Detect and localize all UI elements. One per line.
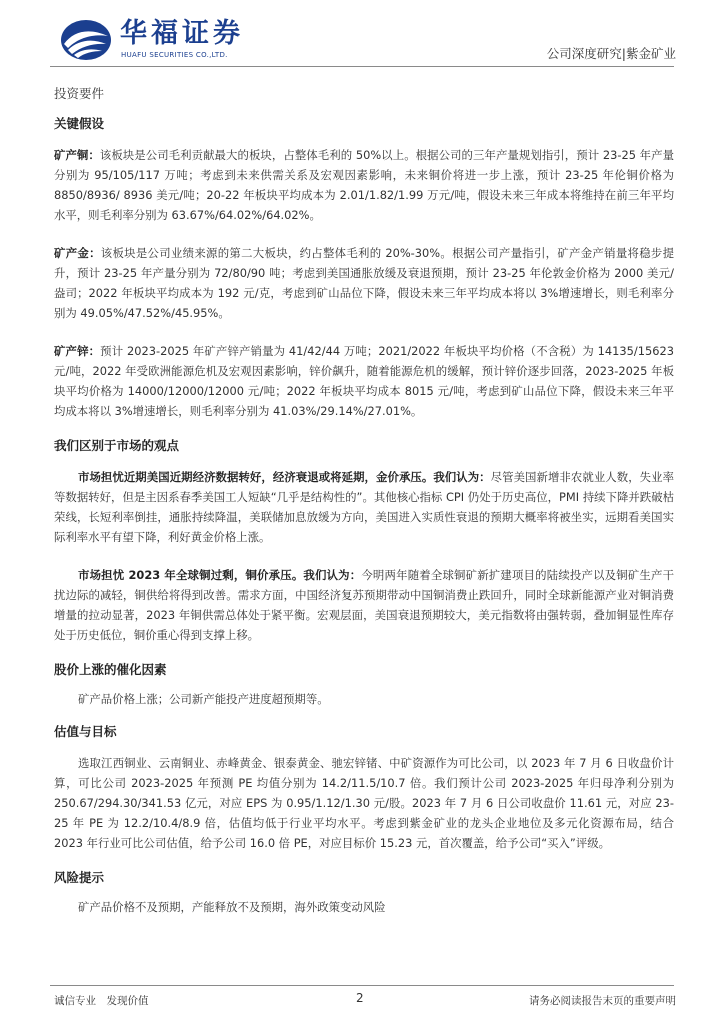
- valuation-text: 选取江西铜业、云南铜业、赤峰黄金、银泰黄金、驰宏锌锗、中矿资源作为可比公司，以 2023 年 7 月 6 日收盘价计算，可比公司 2023-2025 年预测 PE 均值分别为 14.2/11.5/10.7 倍。我们预计公司 2023-2025 年归母净利分别为 250.67/294.30/341.53 亿元，对应 EPS 为 0.95/1.12/1.30 元/股。2023 年 7 月 6 日公司收盘价 11.61 元，对应 23-25 年 PE 为 12.2/10.4/8.9 倍，估值均低于行业平均水平。考虑到紫金矿业的龙头企业地位及多元化资源布局，结合 2023 年行业可比公司估值，给予公司 16.0 倍 PE，对应目标价 15.23 元，首次覆盖，给予公司“买入”评级。: [54, 756, 674, 850]
- main-content: [54, 85, 674, 917]
- logo-chinese-name: 华福证券: [120, 18, 244, 49]
- footer-disclaimer: 请务必阅读报告末页的重要声明: [529, 995, 676, 1007]
- footer-slogan: 诚信专业 发现价值: [54, 995, 149, 1007]
- copper-view: [54, 565, 674, 645]
- page-number: 2: [356, 991, 364, 1005]
- company-logo: [60, 18, 260, 62]
- copper-view-text: 今明两年随着全球铜矿新扩建项目的陆续投产以及铜矿生产干扰边际的减轻，铜供给将得到改善。需求方面，中国经济复苏预期带动中国铜消费止跌回升，同时全球新能源产业对铜消费增量的拉动显著，2023 年铜供需总体处于紧平衡。宏观层面，美国衰退预期较大，美元指数将由强转弱，叠加铜显性库存处于历史低位，铜价重心得到支撑上移。: [54, 568, 674, 642]
- zinc-text: 预计 2023-2025 年矿产锌产销量为 41/42/44 万吨；2021/2022 年板块平均价格（不含税）为 14135/15623 元/吨，2022 年受欧洲能源危机及宏观因素影响，锌价飙升，随着能源危机的缓解，预计锌价逐步回落，2023-2025 年板块平均价格为 14000/12000/12000 元/吨；2022 年板块平均成本 8015 元/吨，考虑到矿山品位下降，假设未来三年平均成本将以 3%增速增长，则毛利率分别为 41.03%/29.14%/27.01%。: [54, 344, 674, 418]
- copper-text: 该板块是公司毛利贡献最大的板块，占整体毛利的 50%以上。根据公司的三年产量规划指引，预计 23-25 年产量分别为 95/105/117 万吨；考虑到未来供需关系及宏观因素影响，未来铜价将进一步上涨，预计 23-25 年伦铜价格为 8850/8936/ 8936 美元/吨；20-22 年板块平均成本为 2.01/1.82/1.99 万元/吨，假设未来三年成本将维持在前三年平均水平，则毛利率分别为 63.67%/64.02%/64.02%。: [54, 148, 674, 222]
- gold-label: 矿产金：: [54, 246, 101, 260]
- page-header: [0, 0, 724, 70]
- zinc-label: 矿产锌：: [54, 344, 101, 358]
- logo-english-name: HUAFU SECURITIES CO.,LTD.: [121, 51, 228, 59]
- zinc-assumption: [54, 341, 674, 421]
- header-divider: [50, 66, 674, 67]
- gold-assumption: [54, 243, 674, 323]
- risks-text: 矿产品价格不及预期，产能释放不及预期，海外政策变动风险: [78, 900, 386, 914]
- valuation-title: 估值与目标: [54, 724, 117, 739]
- huafu-logo-icon: [60, 18, 112, 62]
- gold-text: 该板块是公司业绩来源的第二大板块，约占整体毛利的 20%-30%。根据公司产量指引，矿产金产销量将稳步提升，预计 23-25 年产量分别为 72/80/90 吨；考虑到美国通胀放缓及衰退预期，预计 23-25 年伦敦金价格为 2000 美元/盎司；2022 年板块平均成本为 192 元/克，考虑到矿山品位下降，假设未来三年平均成本将以 3%增速增长，则毛利率分别为 49.05%/47.52%/45.95%。: [54, 246, 674, 320]
- risks-title: 风险提示: [54, 870, 105, 885]
- copper-assumption: [54, 145, 674, 225]
- gold-view-text: 尽管美国新增非农就业人数，失业率等数据转好，但是主因系春季美国工人短缺“几乎是结构性的”。其他核心指标 CPI 仍处于历史高位，PMI 持续下降并跌破枯荣线，长短利率倒挂，通胀持续降温，美联储加息放缓为方向，美国进入实质性衰退的预期大概率将被坐实，远期看美国实际利率水平有望下降，利好黄金价格上涨。: [54, 470, 674, 544]
- copper-label: 矿产铜：: [54, 148, 100, 162]
- gold-view: [54, 467, 674, 547]
- footer-divider: [50, 985, 674, 986]
- page-title: 投资要件: [54, 86, 105, 101]
- gold-view-bold: 市场担忧近期美国近期经济数据转好，经济衰退或将延期，金价承压。我们认为：: [78, 470, 491, 484]
- copper-view-bold: 市场担忧 2023 年全球铜过剩，铜价承压。我们认为：: [78, 568, 362, 582]
- catalysts-text: 矿产品价格上涨；公司新产能投产进度超预期等。: [78, 692, 329, 706]
- market-views-title: 我们区别于市场的观点: [54, 438, 180, 453]
- report-type: 公司深度研究|紫金矿业: [546, 46, 676, 61]
- key-assumptions-title: 关键假设: [54, 116, 105, 131]
- catalysts-title: 股价上涨的催化因素: [54, 662, 167, 677]
